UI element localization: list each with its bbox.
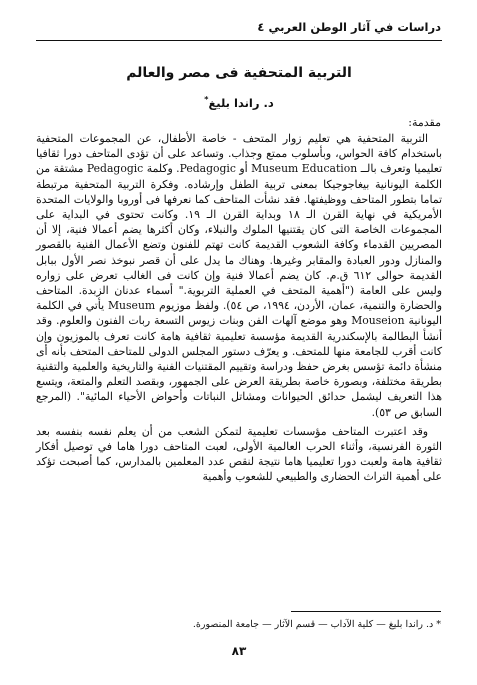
- paragraph-2: وقد اعتبرت المتاحف مؤسسات تعليمية لتمكن الشعب من أن يعلم نفسه بنفسه بعد الثورة الفرنسية، وأثناء الحرب العالمية الأولى، لعبت المتاحف دورا هاما في توصيل أفكار ثقافية هامة ولعبت دورا تعليميا هاما نتيجة لنقص عدد المعلمين بالمدارس، كما أصبحت تؤكد على أهمية التراث الحضارى والطبيعي للشعوب وأهمية: [36, 424, 442, 484]
- header-rule: [36, 40, 442, 41]
- author-name: د. راندا بليغ: [208, 95, 274, 110]
- running-header: دراسات في آثار الوطن العربي ٤: [257, 20, 441, 34]
- article-title: التربية المتحفية فى مصر والعالم: [126, 65, 352, 81]
- author-footnote-mark: *: [204, 95, 209, 104]
- paragraph-1: التربية المتحفية هي تعليم زوار المتحف - خاصة الأطفال، عن المجموعات المتحفية باستخدام كافة الحواس، وبأسلوب ممتع وجذاب. وتساعد على أن تؤدى المتاحف دورا ثقافيا تعليميا وتعرف بالــ Museum Education أو Pedagogic. وكلمة Pedagogic مشتقة من الكلمة اليونانية بيغاجوجيكا بمعنى تربية الطفل وإرشاده. وفكرة التربية المتحفية مرتبطة تماما بتطور المتاحف ووظيفتها. فقد نشأت المتاحف كما نعرفها فى أوروبا والولايات المتحدة الأمريكية في نهاية القرن الـ ١٨ وبداية القرن الـ ١٩. وكانت تحتوى في البداية على المجموعات الخاصة التى كان يقتنيها الملوك والنبلاء، وكان أكثرها يضم أعمالا فنية، إلا أن المصريين القدماء وكافة الشعوب القديمة كانت تهتم للفنون وتضع الأعمال الفنية بالقصور والمنازل ودور العبادة والمقابر وغيرها. وهناك ما يدل على أن قصر نبوخذ نصر الأول ببابل القديمة حوالى ٦١٢ ق.م. كان يضم أعمالا فنية وإن كانت فى الغالب تعرض على زواره وليس على العامة ("أهمية المتحف في العملية التربوية." أسماء عدنان الزبدة. المتاحف والحضارة والتنمية، عمان، الأردن، ١٩٩٤، ص ٥٤). ولفظ موزيوم Museum يأتي في الكلمة اليونانية Mouseion وهو موضع آلهات الفن وبنات زيوس التسعة ربات الفنون والعلوم. وقد أنشأ البطالمة بالإسكندرية القديمة مؤسسة تعليمية ثقافية هامة كانت تعرف بالموزيون وإن كانت أقرب للجامعة منها للمتحف. و يعرّف دستور المجلس الدولى للمتاحف المتحف بأنه أى منشأة دائمة تؤسس بغرض حفظ ودراسة وتقييم المقتنيات الفنية والتاريخية والعلمية والتقنية بطريقة مختلفة، وبصورة خاصة بطريقة العرض على الجمهور، وبقصد التعلم والمتعة، ويتسع هذا التعريف ليشمل حدائق الحيوانات ومشاتل النباتات وأحواض الأحياء المائية". (المرجع السابق ص ٥٣).: [36, 132, 443, 419]
- body-text: [36, 131, 442, 485]
- author-line: [36, 92, 442, 111]
- footnote: * د. راندا بليغ — كلية الآداب — قسم الآثار — جامعة المنصورة.: [192, 619, 441, 630]
- page-number: ٨٣: [231, 644, 247, 658]
- footnote-rule: [291, 611, 441, 612]
- section-heading: مقدمة:: [408, 116, 441, 129]
